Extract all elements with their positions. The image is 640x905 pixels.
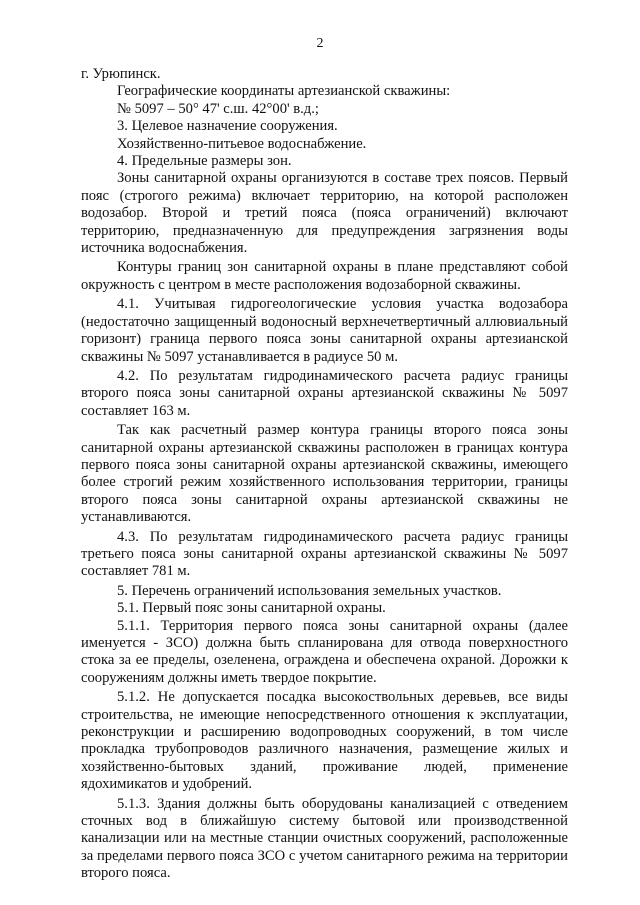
paragraph-coordinates-value: № 5097 – 50° 47' с.ш. 42°00' в.д.; xyxy=(117,100,319,117)
paragraph-4-2: 4.2. По результатам гидродинамического расчета радиус границы второго пояса зоны санитарной охраны артезианской скважины № 5097 составляет 163 м. xyxy=(81,367,568,419)
paragraph-city: г. Урюпинск. xyxy=(81,66,161,82)
section-4-heading: 4. Предельные размеры зон. xyxy=(117,153,292,170)
page-number: 2 xyxy=(316,36,324,51)
paragraph-purpose: Хозяйственно-питьевое водоснабжение. xyxy=(117,135,367,152)
paragraph-zones: Зоны санитарной охраны организуются в составе трех поясов. Первый пояс (строгого режима) включает территорию, на которой расположен водозабор. Второй и третий пояса (пояса ограничений) включают территорию, предназначенную для предупреждения загрязнения воды источника водоснабжения. xyxy=(81,170,568,257)
section-3-heading: 3. Целевое назначение сооружения. xyxy=(117,118,338,135)
paragraph-4-1: 4.1. Учитывая гидрогеологические условия участка водозабора (недостаточно защищенный водоносный верхнечетвертичный аллювиальный горизонт) граница первого пояса зоны санитарной охраны артезианской скважины № 5097 устанавливается в радиусе 50 м. xyxy=(81,296,568,365)
paragraph-5-1-3: 5.1.3. Здания должны быть оборудованы канализацией с отведением сточных вод в ближайшую систему бытовой или производственной канализации или на местные станции очистных сооружений, расположенные за пределами первого пояса ЗСО с учетом санитарного режима на территории второго пояса. xyxy=(81,795,568,882)
paragraph-4-3: 4.3. По результатам гидродинамического расчета радиус границы третьего пояса зоны санитарной охраны артезианской скважины № 5097 составляет 781 м. xyxy=(81,528,568,580)
section-5-heading: 5. Перечень ограничений использования земельных участков. xyxy=(117,582,502,599)
paragraph-coordinates-heading: Географические координаты артезианской скважины: xyxy=(117,83,451,100)
paragraph-5-1-2: 5.1.2. Не допускается посадка высокоствольных деревьев, все виды строительства, не имеющие непосредственного отношения к эксплуатации, реконструкции и расширению водопроводных сооружений, в том числе прокладка трубопроводов различного назначения, размещение жилых и хозяйственно-бытовых зданий, проживание людей, применение ядохимикатов и удобрений. xyxy=(81,689,568,793)
section-5-1-heading: 5.1. Первый пояс зоны санитарной охраны. xyxy=(117,600,386,617)
document-body xyxy=(81,66,568,885)
paragraph-contours: Контуры границ зон санитарной охраны в плане представляют собой окружность с центром в месте расположения водозаборной скважины. xyxy=(81,259,568,293)
paragraph-5-1-1: 5.1.1. Территория первого пояса зоны санитарной охраны (далее именуется - ЗСО) должна быть спланирована для отвода поверхностного стока за ее пределы, озеленена, ограждена и обеспечена охраной. Дорожки к сооружениям должны иметь твердое покрытие. xyxy=(81,617,568,686)
paragraph-second-belt: Так как расчетный размер контура границы второго пояса зоны санитарной охраны артезианской скважины расположен в границах контура первого пояса зоны санитарной охраны артезианской скважины, имеющего более строгий режим хозяйственного использования территории, границы второго пояса зоны санитарной охраны артезианской скважины не устанавливаются. xyxy=(81,422,568,526)
